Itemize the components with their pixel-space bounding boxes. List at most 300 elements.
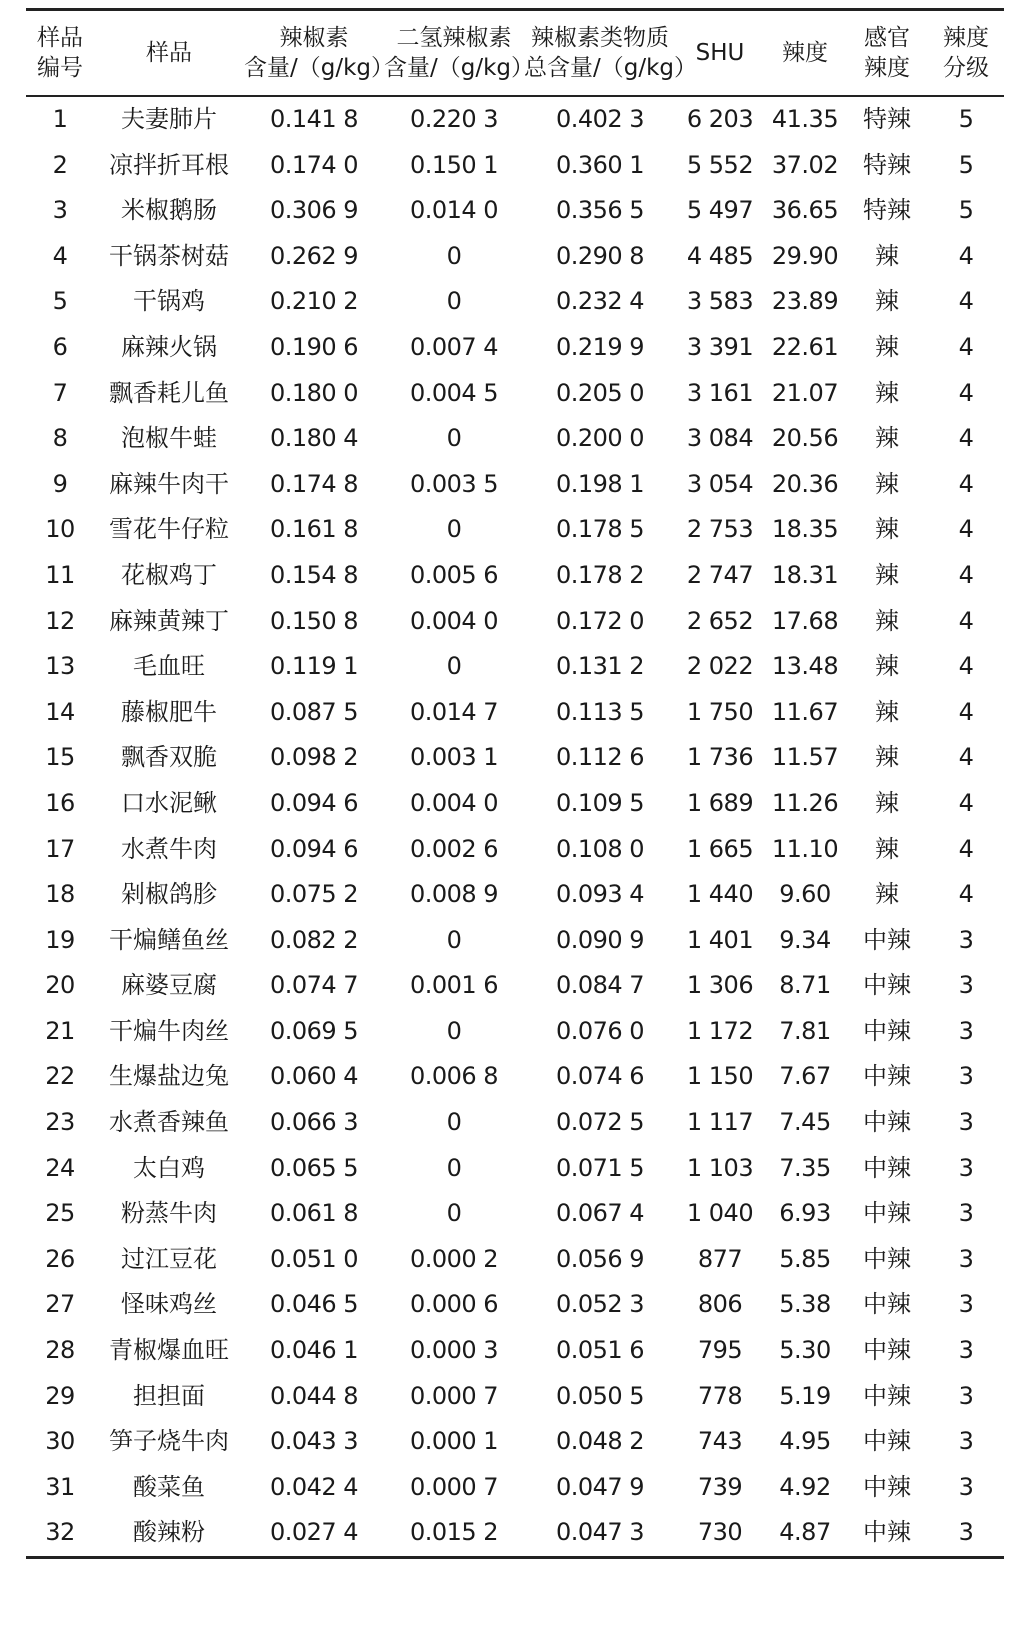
pungency-grade-cell: 3 — [958, 925, 974, 954]
dihydrocapsaicin-cell: 0.015 2 — [409, 1518, 499, 1547]
capsaicin-cell: 0.161 8 — [269, 515, 359, 544]
pungency-grade-cell: 4 — [958, 880, 974, 909]
sample-name-cell: 水煮香辣鱼 — [109, 1108, 229, 1137]
sample-name-cell: 干锅茶树菇 — [109, 241, 229, 270]
total-capsaicinoids-cell: 0.200 0 — [555, 424, 645, 453]
shu-cell: 1 117 — [686, 1108, 754, 1137]
shu-cell: 2 022 — [686, 652, 754, 681]
capsaicin-cell: 0.087 5 — [269, 697, 359, 726]
total-capsaicinoids-cell: 0.050 5 — [555, 1381, 645, 1410]
table-row — [26, 371, 1004, 417]
pungency-grade-cell: 3 — [958, 1108, 974, 1137]
pungency-cell: 23.89 — [771, 287, 839, 316]
sample-name-cell: 过江豆花 — [121, 1244, 217, 1273]
sample-name-cell: 雪花牛仔粒 — [109, 515, 229, 544]
dihydrocapsaicin-cell: 0.001 6 — [409, 971, 499, 1000]
sample-id-cell: 24 — [45, 1153, 75, 1182]
pungency-grade-cell: 3 — [958, 1290, 974, 1319]
column-header-line1: 样品 — [37, 25, 83, 51]
shu-cell: 3 084 — [686, 424, 754, 453]
shu-cell: 2 652 — [686, 606, 754, 635]
table-row — [26, 325, 1004, 371]
capsaicin-cell: 0.262 9 — [269, 241, 359, 270]
sample-name-cell: 担担面 — [133, 1381, 205, 1410]
shu-cell: 1 103 — [686, 1153, 754, 1182]
total-capsaicinoids-cell: 0.219 9 — [555, 332, 645, 361]
sample-id-cell: 23 — [45, 1108, 75, 1137]
capsaicin-cell: 0.094 6 — [269, 788, 359, 817]
table-row — [26, 644, 1004, 690]
pungency-grade-cell: 3 — [958, 1427, 974, 1456]
sensory-pungency-cell: 辣 — [875, 241, 899, 270]
pungency-cell: 13.48 — [771, 652, 839, 681]
shu-cell: 1 440 — [686, 880, 754, 909]
sensory-pungency-cell: 辣 — [875, 378, 899, 407]
capsaicin-cell: 0.046 5 — [269, 1290, 359, 1319]
column-header-line1: 感官 — [864, 25, 910, 51]
shu-cell: 2 753 — [686, 515, 754, 544]
capsaicin-cell: 0.210 2 — [269, 287, 359, 316]
table-header — [26, 11, 1004, 97]
sensory-pungency-cell: 中辣 — [863, 1290, 911, 1319]
dihydrocapsaicin-cell: 0 — [446, 925, 462, 954]
pungency-cell: 5.30 — [779, 1336, 831, 1365]
sensory-pungency-cell: 中辣 — [863, 1244, 911, 1273]
sample-id-cell: 16 — [45, 788, 75, 817]
sample-id-cell: 28 — [45, 1336, 75, 1365]
sample-name-cell: 夫妻肺片 — [121, 105, 217, 133]
shu-cell: 1 689 — [686, 788, 754, 817]
pungency-cell: 7.81 — [779, 1016, 831, 1045]
capsaicin-cell: 0.074 7 — [269, 971, 359, 1000]
shu-cell: 1 306 — [686, 971, 754, 1000]
dihydrocapsaicin-cell: 0.003 5 — [409, 469, 499, 498]
table-row — [26, 1328, 1004, 1374]
column-header-line1: 二氢辣椒素 — [396, 25, 512, 51]
capsaicin-cell: 0.141 8 — [269, 105, 359, 133]
total-capsaicinoids-cell: 0.074 6 — [555, 1062, 645, 1091]
pungency-grade-cell: 3 — [958, 971, 974, 1000]
shu-cell: 1 665 — [686, 834, 754, 863]
sample-id-cell: 30 — [45, 1427, 75, 1456]
sample-id-cell: 32 — [45, 1518, 75, 1547]
pungency-grade-cell: 4 — [958, 834, 974, 863]
sample-id-cell: 6 — [52, 332, 68, 361]
sample-id-cell: 27 — [45, 1290, 75, 1319]
pungency-cell: 9.34 — [779, 925, 831, 954]
table-row — [26, 918, 1004, 964]
pungency-grade-cell: 4 — [958, 424, 974, 453]
sensory-pungency-cell: 辣 — [875, 606, 899, 635]
capsaicin-cell: 0.066 3 — [269, 1108, 359, 1137]
pungency-cell: 36.65 — [771, 196, 839, 225]
pungency-cell: 5.19 — [779, 1381, 831, 1410]
total-capsaicinoids-cell: 0.178 2 — [555, 560, 645, 589]
header-row — [26, 11, 1004, 95]
sensory-pungency-cell: 辣 — [875, 332, 899, 361]
pungency-grade-cell: 3 — [958, 1381, 974, 1410]
capsaicin-cell: 0.190 6 — [269, 332, 359, 361]
dihydrocapsaicin-cell: 0.150 1 — [409, 150, 499, 179]
capsaicin-cell: 0.082 2 — [269, 925, 359, 954]
capsaicin-cell: 0.098 2 — [269, 743, 359, 772]
pungency-cell: 11.57 — [771, 743, 839, 772]
total-capsaicinoids-cell: 0.232 4 — [555, 287, 645, 316]
sample-name-cell: 泡椒牛蛙 — [121, 424, 217, 453]
column-header-line2: 含量/（g/kg） — [244, 55, 395, 81]
pungency-cell: 29.90 — [771, 241, 839, 270]
shu-cell: 730 — [697, 1518, 743, 1547]
table-row — [26, 1237, 1004, 1283]
capsaicin-cell: 0.180 0 — [269, 378, 359, 407]
total-capsaicinoids-cell: 0.084 7 — [555, 971, 645, 1000]
sensory-pungency-cell: 中辣 — [863, 1062, 911, 1091]
total-capsaicinoids-cell: 0.093 4 — [555, 880, 645, 909]
dihydrocapsaicin-cell: 0.220 3 — [409, 105, 499, 133]
pungency-cell: 17.68 — [771, 606, 839, 635]
column-header-5 — [676, 11, 764, 95]
sensory-pungency-cell: 辣 — [875, 652, 899, 681]
table-row — [26, 781, 1004, 827]
table-row — [26, 188, 1004, 234]
dihydrocapsaicin-cell: 0.007 4 — [409, 332, 499, 361]
sample-id-cell: 12 — [45, 606, 75, 635]
shu-cell: 3 391 — [686, 332, 754, 361]
sample-name-cell: 太白鸡 — [133, 1153, 205, 1182]
total-capsaicinoids-cell: 0.360 1 — [555, 150, 645, 179]
sample-name-cell: 麻辣黄辣丁 — [109, 606, 229, 635]
dihydrocapsaicin-cell: 0.004 0 — [409, 606, 499, 635]
sample-name-cell: 水煮牛肉 — [121, 834, 217, 863]
dihydrocapsaicin-cell: 0.014 0 — [409, 196, 499, 225]
pungency-grade-cell: 3 — [958, 1336, 974, 1365]
total-capsaicinoids-cell: 0.047 3 — [555, 1518, 645, 1547]
column-header-line1: 辣度 — [782, 40, 828, 66]
total-capsaicinoids-cell: 0.047 9 — [555, 1472, 645, 1501]
sample-id-cell: 21 — [45, 1016, 75, 1045]
dihydrocapsaicin-cell: 0.014 7 — [409, 697, 499, 726]
sample-id-cell: 15 — [45, 743, 75, 772]
sample-name-cell: 花椒鸡丁 — [121, 560, 217, 589]
capsaicin-cell: 0.174 0 — [269, 150, 359, 179]
total-capsaicinoids-cell: 0.205 0 — [555, 378, 645, 407]
capsaicin-cell: 0.174 8 — [269, 469, 359, 498]
spiciness-table-container — [26, 8, 1004, 1559]
shu-cell: 1 172 — [686, 1016, 754, 1045]
sample-id-cell: 1 — [52, 105, 68, 133]
total-capsaicinoids-cell: 0.112 6 — [555, 743, 645, 772]
pungency-grade-cell: 3 — [958, 1244, 974, 1273]
sample-id-cell: 26 — [45, 1244, 75, 1273]
table-row — [26, 1282, 1004, 1328]
pungency-grade-cell: 3 — [958, 1472, 974, 1501]
capsaicin-cell: 0.069 5 — [269, 1016, 359, 1045]
column-header-line1: 辣度 — [943, 25, 989, 51]
sensory-pungency-cell: 中辣 — [863, 1518, 911, 1547]
column-header-1 — [94, 11, 244, 95]
table-row — [26, 827, 1004, 873]
pungency-grade-cell: 4 — [958, 287, 974, 316]
shu-cell: 3 054 — [686, 469, 754, 498]
sample-name-cell: 麻婆豆腐 — [121, 971, 217, 1000]
shu-cell: 806 — [697, 1290, 743, 1319]
sensory-pungency-cell: 特辣 — [863, 105, 911, 133]
total-capsaicinoids-cell: 0.076 0 — [555, 1016, 645, 1045]
sample-name-cell: 青椒爆血旺 — [109, 1336, 229, 1365]
pungency-grade-cell: 4 — [958, 469, 974, 498]
dihydrocapsaicin-cell: 0.002 6 — [409, 834, 499, 863]
total-capsaicinoids-cell: 0.108 0 — [555, 834, 645, 863]
pungency-grade-cell: 5 — [958, 150, 974, 179]
total-capsaicinoids-cell: 0.067 4 — [555, 1199, 645, 1228]
capsaicin-cell: 0.094 6 — [269, 834, 359, 863]
pungency-grade-cell: 4 — [958, 332, 974, 361]
sample-name-cell: 飘香双脆 — [121, 743, 217, 772]
table-row — [26, 234, 1004, 280]
table-body — [26, 97, 1004, 1556]
total-capsaicinoids-cell: 0.072 5 — [555, 1108, 645, 1137]
sensory-pungency-cell: 辣 — [875, 788, 899, 817]
sample-id-cell: 5 — [52, 287, 68, 316]
sample-name-cell: 飘香耗儿鱼 — [109, 378, 229, 407]
column-header-line2: 总含量/（g/kg） — [524, 55, 698, 81]
pungency-grade-cell: 3 — [958, 1016, 974, 1045]
pungency-grade-cell: 3 — [958, 1153, 974, 1182]
sample-id-cell: 22 — [45, 1062, 75, 1091]
pungency-cell: 22.61 — [771, 332, 839, 361]
dihydrocapsaicin-cell: 0.000 3 — [409, 1336, 499, 1365]
pungency-cell: 7.67 — [779, 1062, 831, 1091]
column-header-4 — [524, 11, 698, 95]
capsaicin-cell: 0.042 4 — [269, 1472, 359, 1501]
table-row — [26, 1419, 1004, 1465]
pungency-cell: 5.38 — [779, 1290, 831, 1319]
capsaicin-cell: 0.180 4 — [269, 424, 359, 453]
dihydrocapsaicin-cell: 0 — [446, 287, 462, 316]
pungency-grade-cell: 3 — [958, 1062, 974, 1091]
shu-cell: 3 161 — [686, 378, 754, 407]
dihydrocapsaicin-cell: 0 — [446, 515, 462, 544]
capsaicin-cell: 0.060 4 — [269, 1062, 359, 1091]
column-header-7 — [846, 11, 928, 95]
sample-name-cell: 干锅鸡 — [133, 287, 205, 316]
total-capsaicinoids-cell: 0.178 5 — [555, 515, 645, 544]
sample-name-cell: 口水泥鳅 — [121, 788, 217, 817]
shu-cell: 2 747 — [686, 560, 754, 589]
total-capsaicinoids-cell: 0.048 2 — [555, 1427, 645, 1456]
pungency-grade-cell: 4 — [958, 515, 974, 544]
shu-cell: 1 040 — [686, 1199, 754, 1228]
pungency-grade-cell: 4 — [958, 241, 974, 270]
sensory-pungency-cell: 辣 — [875, 697, 899, 726]
sensory-pungency-cell: 中辣 — [863, 971, 911, 1000]
pungency-cell: 7.45 — [779, 1108, 831, 1137]
sensory-pungency-cell: 辣 — [875, 834, 899, 863]
total-capsaicinoids-cell: 0.090 9 — [555, 925, 645, 954]
dihydrocapsaicin-cell: 0.004 0 — [409, 788, 499, 817]
table-row — [26, 1100, 1004, 1146]
sample-name-cell: 生爆盐边兔 — [109, 1062, 229, 1091]
pungency-cell: 8.71 — [779, 971, 831, 1000]
table-row — [26, 963, 1004, 1009]
sample-name-cell: 干煸牛肉丝 — [109, 1016, 229, 1045]
dihydrocapsaicin-cell: 0.000 7 — [409, 1472, 499, 1501]
pungency-grade-cell: 5 — [958, 105, 974, 133]
pungency-grade-cell: 4 — [958, 788, 974, 817]
table-row — [26, 279, 1004, 325]
shu-cell: 3 583 — [686, 287, 754, 316]
pungency-grade-cell: 4 — [958, 378, 974, 407]
column-header-line1: 辣椒素类物质 — [531, 25, 669, 51]
table-row — [26, 1054, 1004, 1100]
spiciness-table — [26, 11, 1004, 1556]
sample-id-cell: 9 — [52, 469, 68, 498]
pungency-cell: 37.02 — [771, 150, 839, 179]
table-row — [26, 735, 1004, 781]
total-capsaicinoids-cell: 0.056 9 — [555, 1244, 645, 1273]
column-header-line2: 辣度 — [864, 55, 910, 81]
sensory-pungency-cell: 中辣 — [863, 1472, 911, 1501]
sensory-pungency-cell: 辣 — [875, 515, 899, 544]
sample-id-cell: 17 — [45, 834, 75, 863]
dihydrocapsaicin-cell: 0 — [446, 1153, 462, 1182]
pungency-cell: 11.26 — [771, 788, 839, 817]
sensory-pungency-cell: 中辣 — [863, 1016, 911, 1045]
pungency-grade-cell: 4 — [958, 743, 974, 772]
pungency-cell: 9.60 — [779, 880, 831, 909]
pungency-cell: 20.36 — [771, 469, 839, 498]
column-header-3 — [384, 11, 535, 95]
dihydrocapsaicin-cell: 0 — [446, 424, 462, 453]
column-header-2 — [244, 11, 395, 95]
sample-id-cell: 4 — [52, 241, 68, 270]
table-row — [26, 1146, 1004, 1192]
table-row — [26, 462, 1004, 508]
total-capsaicinoids-cell: 0.290 8 — [555, 241, 645, 270]
column-header-8 — [928, 11, 1004, 95]
table-row — [26, 416, 1004, 462]
pungency-cell: 11.10 — [771, 834, 839, 863]
total-capsaicinoids-cell: 0.052 3 — [555, 1290, 645, 1319]
sensory-pungency-cell: 中辣 — [863, 1381, 911, 1410]
capsaicin-cell: 0.065 5 — [269, 1153, 359, 1182]
sensory-pungency-cell: 辣 — [875, 287, 899, 316]
pungency-cell: 4.92 — [779, 1472, 831, 1501]
capsaicin-cell: 0.046 1 — [269, 1336, 359, 1365]
pungency-cell: 6.93 — [779, 1199, 831, 1228]
total-capsaicinoids-cell: 0.051 6 — [555, 1336, 645, 1365]
dihydrocapsaicin-cell: 0.000 6 — [409, 1290, 499, 1319]
sample-name-cell: 麻辣火锅 — [121, 332, 217, 361]
table-row — [26, 143, 1004, 189]
pungency-cell: 4.87 — [779, 1518, 831, 1547]
column-header-line1: 辣椒素 — [279, 25, 349, 51]
sample-name-cell: 干煸鳝鱼丝 — [109, 925, 229, 954]
shu-cell: 5 552 — [686, 150, 754, 179]
pungency-cell: 18.31 — [771, 560, 839, 589]
sample-name-cell: 麻辣牛肉干 — [109, 469, 229, 498]
shu-cell: 877 — [697, 1244, 743, 1273]
sensory-pungency-cell: 辣 — [875, 880, 899, 909]
total-capsaicinoids-cell: 0.071 5 — [555, 1153, 645, 1182]
dihydrocapsaicin-cell: 0 — [446, 1108, 462, 1137]
table-row — [26, 507, 1004, 553]
total-capsaicinoids-cell: 0.198 1 — [555, 469, 645, 498]
shu-cell: 4 485 — [686, 241, 754, 270]
total-capsaicinoids-cell: 0.113 5 — [555, 697, 645, 726]
sample-id-cell: 10 — [45, 515, 75, 544]
sensory-pungency-cell: 中辣 — [863, 925, 911, 954]
sensory-pungency-cell: 中辣 — [863, 1199, 911, 1228]
sample-id-cell: 31 — [45, 1472, 75, 1501]
total-capsaicinoids-cell: 0.131 2 — [555, 652, 645, 681]
shu-cell: 1 750 — [686, 697, 754, 726]
sample-id-cell: 2 — [52, 150, 68, 179]
sample-name-cell: 酸菜鱼 — [133, 1472, 205, 1501]
dihydrocapsaicin-cell: 0.000 7 — [409, 1381, 499, 1410]
shu-cell: 1 401 — [686, 925, 754, 954]
dihydrocapsaicin-cell: 0.000 1 — [409, 1427, 499, 1456]
dihydrocapsaicin-cell: 0 — [446, 1016, 462, 1045]
pungency-cell: 5.85 — [779, 1244, 831, 1273]
dihydrocapsaicin-cell: 0.003 1 — [409, 743, 499, 772]
sample-name-cell: 毛血旺 — [133, 652, 205, 681]
shu-cell: 778 — [697, 1381, 743, 1410]
sensory-pungency-cell: 特辣 — [863, 196, 911, 225]
sensory-pungency-cell: 辣 — [875, 424, 899, 453]
capsaicin-cell: 0.119 1 — [269, 652, 359, 681]
pungency-cell: 7.35 — [779, 1153, 831, 1182]
table-row — [26, 553, 1004, 599]
pungency-cell: 11.67 — [771, 697, 839, 726]
column-header-line2: 编号 — [37, 55, 83, 81]
shu-cell: 5 497 — [686, 196, 754, 225]
column-header-0 — [26, 11, 94, 95]
sensory-pungency-cell: 辣 — [875, 469, 899, 498]
pungency-grade-cell: 3 — [958, 1518, 974, 1547]
sample-name-cell: 米椒鹅肠 — [121, 196, 217, 225]
column-header-line2: 分级 — [943, 55, 989, 81]
dihydrocapsaicin-cell: 0.000 2 — [409, 1244, 499, 1273]
column-header-line1: 样品 — [146, 40, 192, 66]
pungency-cell: 20.56 — [771, 424, 839, 453]
sample-name-cell: 凉拌折耳根 — [109, 150, 229, 179]
pungency-grade-cell: 4 — [958, 560, 974, 589]
total-capsaicinoids-cell: 0.402 3 — [555, 105, 645, 133]
sample-id-cell: 13 — [45, 652, 75, 681]
pungency-cell: 21.07 — [771, 378, 839, 407]
dihydrocapsaicin-cell: 0 — [446, 241, 462, 270]
pungency-grade-cell: 4 — [958, 652, 974, 681]
table-bottom-rule — [26, 1556, 1004, 1559]
table-row — [26, 599, 1004, 645]
sensory-pungency-cell: 中辣 — [863, 1427, 911, 1456]
shu-cell: 6 203 — [686, 105, 754, 133]
sample-name-cell: 怪味鸡丝 — [121, 1290, 217, 1319]
sensory-pungency-cell: 辣 — [875, 743, 899, 772]
dihydrocapsaicin-cell: 0.005 6 — [409, 560, 499, 589]
capsaicin-cell: 0.051 0 — [269, 1244, 359, 1273]
total-capsaicinoids-cell: 0.109 5 — [555, 788, 645, 817]
shu-cell: 743 — [697, 1427, 743, 1456]
pungency-grade-cell: 5 — [958, 196, 974, 225]
sample-id-cell: 8 — [52, 424, 68, 453]
sample-name-cell: 笋子烧牛肉 — [109, 1427, 229, 1456]
total-capsaicinoids-cell: 0.356 5 — [555, 196, 645, 225]
table-row — [26, 872, 1004, 918]
shu-cell: 1 150 — [686, 1062, 754, 1091]
sensory-pungency-cell: 特辣 — [863, 150, 911, 179]
